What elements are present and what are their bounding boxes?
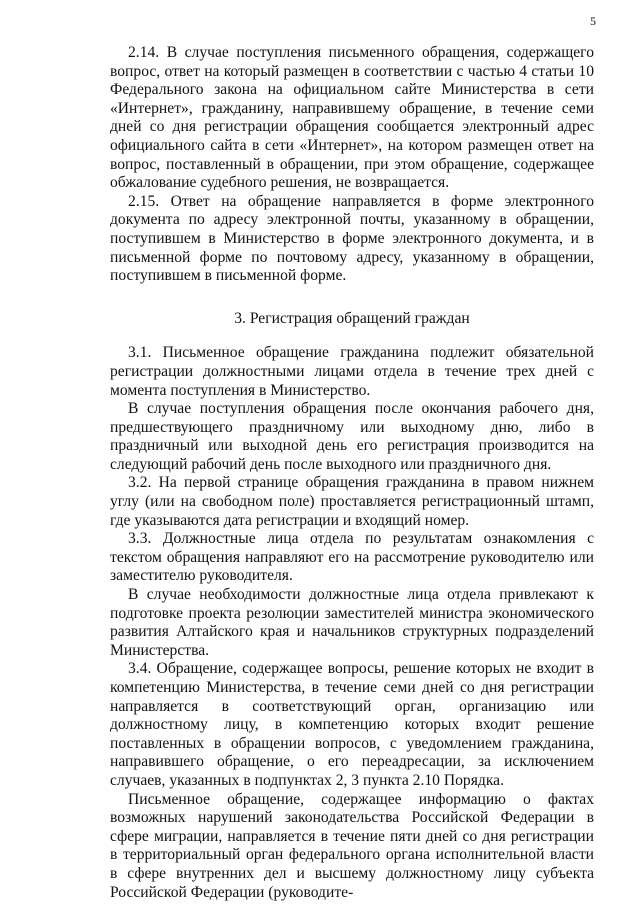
paragraph-3-3-continuation: В случае необходимости должностные лица отдела привлекают к подготовке проекта резолюции заместителей министра экономического развития Алтайского края и начальников структурных подразделений Министерства. — [110, 586, 594, 659]
page-number: 5 — [590, 14, 596, 28]
paragraph-2-14: 2.14. В случае поступления письменного обращения, содержащего вопрос, ответ на который размещен в соответствии с частью 4 статьи 10 Федерального закона на официальном сайте Министерства в сети «Интернет», гражданину, направившему обращение, в течение семи дней со дня регистрации обращения сообщается электронный адрес официального сайта в сети «Интернет», на котором размещен ответ на вопрос, поставленный в обращении, при этом обращение, содержащее обжалование судебного решения, не возвращается. — [110, 44, 594, 192]
paragraph-3-1: 3.1. Письменное обращение гражданина подлежит обязательной регистрации должностными лицами отдела в течение трех дней с момента поступления в Министерство. — [110, 344, 594, 399]
document-body — [110, 44, 594, 902]
paragraph-3-3: 3.3. Должностные лица отдела по результатам ознакомления с текстом обращения направляют его на рассмотрение руководителю или заместителю руководителя. — [110, 530, 594, 585]
paragraph-3-4: 3.4. Обращение, содержащее вопросы, решение которых не входит в компетенцию Министерства, в течение семи дней со дня регистрации направляется в соответствующий орган, организацию или должностному лицу, в компетенцию которых входит решение поставленных в обращении вопросов, с уведомлением гражданина, направившего обращение, о его переадресации, за исключением случаев, указанных в подпунктах 2, 3 пункта 2.10 Порядка. — [110, 660, 594, 789]
paragraph-3-2: 3.2. На первой странице обращения гражданина в правом нижнем углу (или на свободном поле) проставляется регистрационный штамп, где указываются дата регистрации и входящий номер. — [110, 474, 594, 529]
section-3-heading: 3. Регистрация обращений граждан — [234, 309, 470, 327]
paragraph-3-4-continuation: Письменное обращение, содержащее информацию о фактах возможных нарушений законодательства Российской Федерации в сфере миграции, направляется в течение пяти дней со дня регистрации в территориальный орган федерального органа исполнительной власти в сфере внутренних дел и высшему должностному лицу субъекта Российской Федерации (руководите- — [110, 790, 594, 901]
paragraph-3-1-continuation: В случае поступления обращения после окончания рабочего дня, предшествующего праздничному или выходному дню, либо в праздничный или выходной день его регистрация производится на следующий рабочий день после выходного или праздничного дня. — [110, 400, 594, 473]
paragraph-2-15: 2.15. Ответ на обращение направляется в форме электронного документа по адресу электронной почты, указанному в обращении, поступившем в Министерство в форме электронного документа, и в письменной форме по почтовому адресу, указанному в обращении, поступившем в письменной форме. — [110, 192, 594, 285]
